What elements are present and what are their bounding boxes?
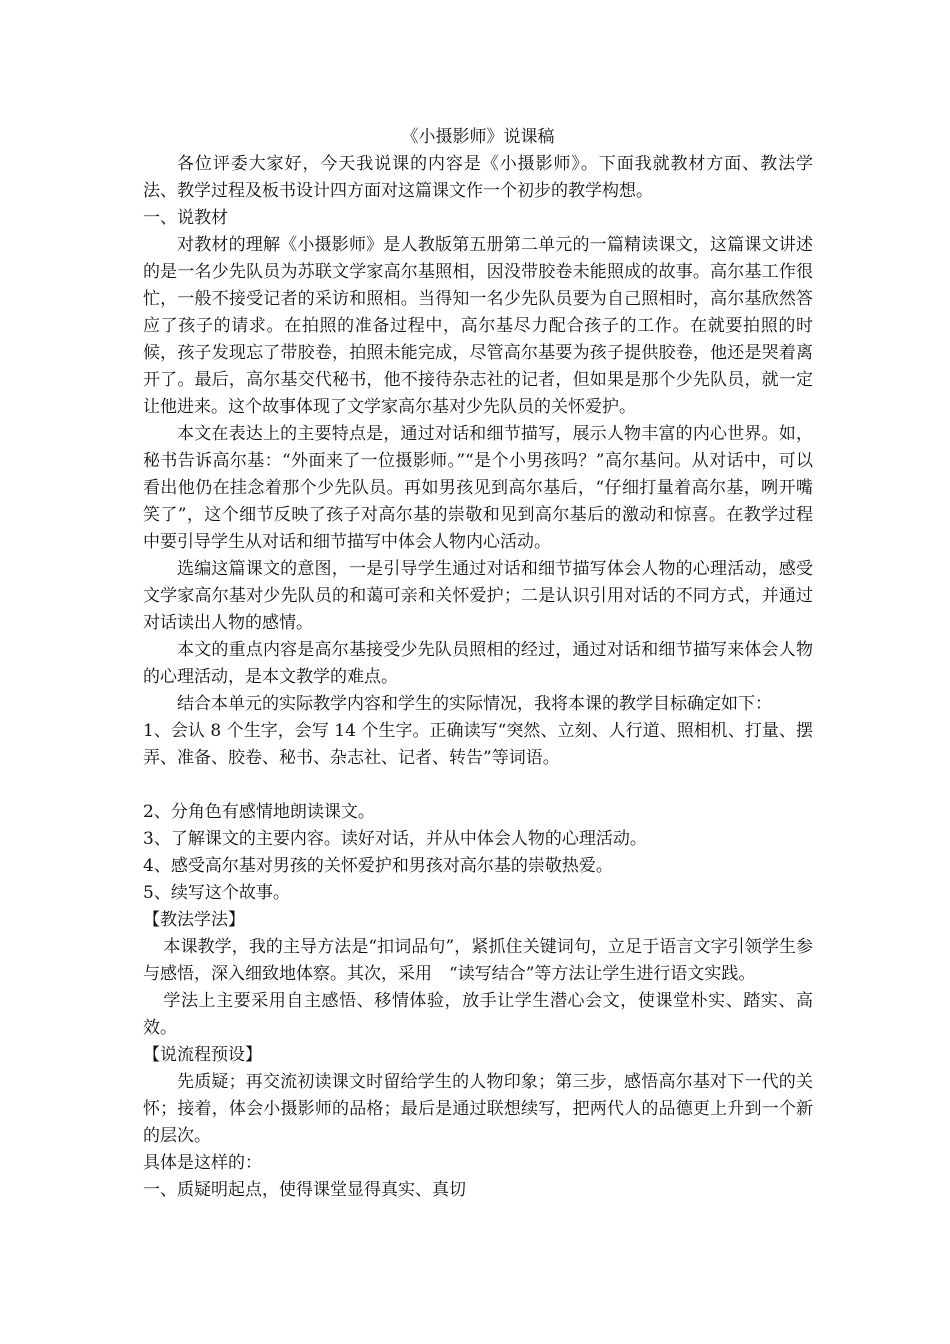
intro-paragraph: 各位评委大家好，今天我说课的内容是《小摄影师》。下面我就教材方面、教法学法、教学过程及板书设计四方面对这篇课文作一个初步的教学构想。 [143, 154, 813, 201]
section-heading-flow: 【说流程预设】 [143, 1045, 262, 1065]
paragraph-teaching-method: 本课教学，我的主导方法是“扣词品句”，紧抓住关键词句，立足于语言文字引领学生参与感悟，深入细致地体察。其次，采用 “读写结合”等方法让学生进行语文实践。 [143, 937, 813, 984]
goal-item-4: 4、感受高尔基对男孩的关怀爱护和男孩对高尔基的崇敬热爱。 [143, 856, 613, 876]
document-page [143, 124, 813, 1204]
paragraph-understanding: 对教材的理解《小摄影师》是人教版第五册第二单元的一篇精读课文，这篇课文讲述的是一名少先队员为苏联文学家高尔基照相，因没带胶卷未能照成的故事。高尔基工作很忙，一般不接受记者的采访和照相。当得知一名少先队员要为自己照相时，高尔基欣然答应了孩子的请求。在拍照的准备过程中，高尔基尽力配合孩子的工作。在就要拍照的时候，孩子发现忘了带胶卷，拍照未能完成，尽管高尔基要为孩子提供胶卷，他还是哭着离开了。最后，高尔基交代秘书，他不接待杂志社的记者，但如果是那个少先队员，就一定让他进来。这个故事体现了文学家高尔基对少先队员的关怀爱护。 [143, 235, 813, 417]
paragraph-features: 本文在表达上的主要特点是，通过对话和细节描写，展示人物丰富的内心世界。如，秘书告诉高尔基：“外面来了一位摄影师。”“是个小男孩吗？”高尔基问。从对话中，可以看出他仍在挂念着那个少先队员。再如男孩见到高尔基后，“仔细打量着高尔基，咧开嘴笑了”，这个细节反映了孩子对高尔基的崇敬和见到高尔基后的激动和惊喜。在教学过程中要引导学生从对话和细节描写中体会人物内心活动。 [143, 424, 813, 552]
document-title: 《小摄影师》说课稿 [401, 127, 555, 147]
goal-item-2: 2、分角色有感情地朗读课文。 [143, 802, 375, 822]
paragraph-intent: 选编这篇课文的意图，一是引导学生通过对话和细节描写体会人物的心理活动，感受文学家高尔基对少先队员的和蔼可亲和关怀爱护；二是认识引用对话的不同方式，并通过对话读出人物的感情。 [143, 559, 813, 633]
step-1-heading: 一、质疑明起点，使得课堂显得真实、真切 [143, 1180, 466, 1200]
specifics-line: 具体是这样的： [143, 1153, 262, 1173]
goal-item-1: 1、会认 8 个生字，会写 14 个生字。正确读写“突然、立刻、人行道、照相机、打量、摆弄、准备、胶卷、秘书、杂志社、记者、转告”等词语。 [143, 721, 813, 768]
paragraph-goals-intro: 结合本单元的实际教学内容和学生的实际情况，我将本课的教学目标确定如下： [177, 694, 772, 714]
goal-item-3: 3、了解课文的主要内容。读好对话，并从中体会人物的心理活动。 [143, 829, 647, 849]
paragraph-key-points: 本文的重点内容是高尔基接受少先队员照相的经过，通过对话和细节描写来体会人物的心理活动，是本文教学的难点。 [143, 640, 813, 687]
blank-line [143, 772, 813, 799]
paragraph-flow: 先质疑；再交流初读课文时留给学生的人物印象；第三步，感悟高尔基对下一代的关怀；接着，体会小摄影师的品格；最后是通过联想续写，把两代人的品德更上升到一个新的层次。 [143, 1072, 813, 1146]
goal-item-5: 5、续写这个故事。 [143, 883, 290, 903]
section-heading-teaching-material: 一、说教材 [143, 208, 228, 228]
paragraph-learning-method: 学法上主要采用自主感悟、移情体验，放手让学生潜心会文，使课堂朴实、踏实、高效。 [143, 991, 813, 1038]
section-heading-methods: 【教法学法】 [143, 910, 245, 930]
